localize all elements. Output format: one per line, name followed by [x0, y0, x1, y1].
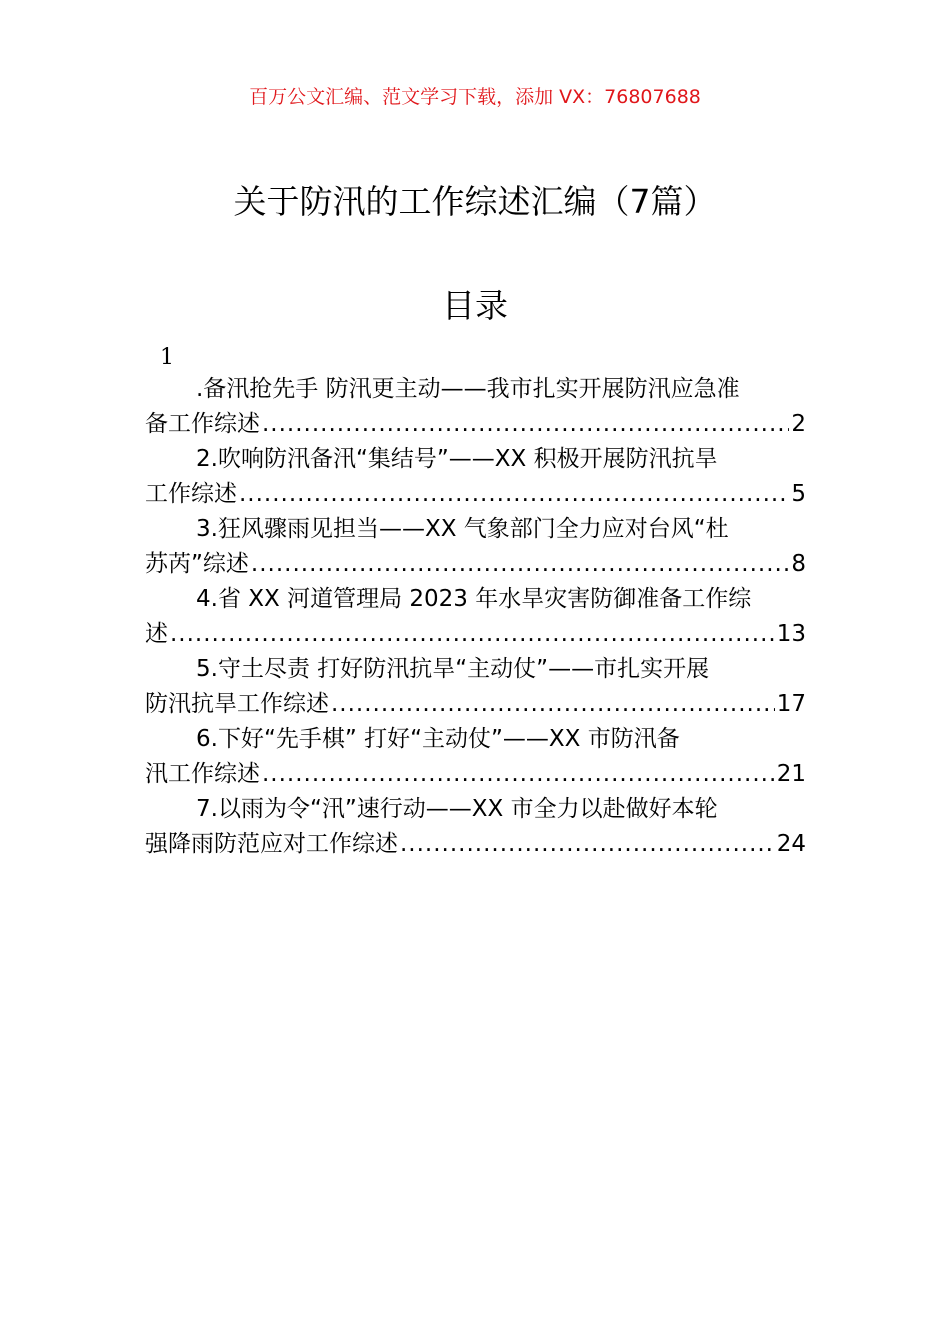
toc-entry-title: 6.下好“先手棋” 打好“主动仗”——XX 市防汛备 [196, 726, 680, 752]
dot-leader [262, 407, 789, 442]
document-title: 关于防汛的工作综述汇编（7篇） [233, 182, 717, 221]
dot-leader [251, 547, 789, 582]
toc-entry-title: 7.以雨为令“汛”速行动——XX 市全力以赴做好本轮 [196, 796, 718, 822]
toc-page-number: 13 [776, 621, 806, 647]
header-note: 百万公文汇编、范文学习下载，添加 VX：76807688 [249, 86, 701, 108]
toc-entry-title-cont: 强降雨防范应对工作综述 [145, 831, 398, 857]
toc-entry-3[interactable] [145, 512, 806, 582]
toc-page-number: 5 [791, 481, 806, 507]
toc-page-number: 8 [791, 551, 806, 577]
toc-entry-1[interactable] [145, 372, 806, 442]
toc-entry-4[interactable] [145, 582, 806, 652]
toc-entry-title-cont: 汛工作综述 [145, 761, 260, 787]
toc-entry-7[interactable] [145, 792, 806, 862]
dot-leader [262, 757, 775, 792]
toc-entry-2[interactable] [145, 442, 806, 512]
toc-page-number: 2 [791, 411, 806, 437]
dot-leader [239, 477, 789, 512]
toc-entry-title-cont: 工作综述 [145, 481, 237, 507]
toc-entry-title: .备汛抢先手 防汛更主动——我市扎实开展防汛应急准 [196, 376, 740, 402]
toc-page-number: 17 [776, 691, 806, 717]
toc-heading: 目录 [442, 286, 508, 325]
toc-entry-title-cont: 苏芮”综述 [145, 551, 249, 577]
toc-entry-title-cont: 防汛抗旱工作综述 [145, 691, 329, 717]
toc-entry-title-cont: 述 [145, 621, 168, 647]
table-of-contents [145, 372, 806, 862]
toc-page-number: 21 [776, 761, 806, 787]
toc-entry-title: 4.省 XX 河道管理局 2023 年水旱灾害防御准备工作综 [196, 586, 752, 612]
toc-entry-6[interactable] [145, 722, 806, 792]
dot-leader [331, 687, 775, 722]
dot-leader [400, 827, 775, 862]
dot-leader [170, 617, 775, 652]
toc-entry-title: 5.守土尽责 打好防汛抗旱“主动仗”——市扎实开展 [196, 656, 710, 682]
toc-page-number: 24 [776, 831, 806, 857]
toc-entry-title: 3.狂风骤雨见担当——XX 气象部门全力应对台风“杜 [196, 516, 729, 542]
toc-entry-title: 2.吹响防汛备汛“集结号”——XX 积极开展防汛抗旱 [196, 446, 718, 472]
toc-stray-number: 1 [160, 345, 174, 370]
toc-entry-title-cont: 备工作综述 [145, 411, 260, 437]
toc-entry-5[interactable] [145, 652, 806, 722]
